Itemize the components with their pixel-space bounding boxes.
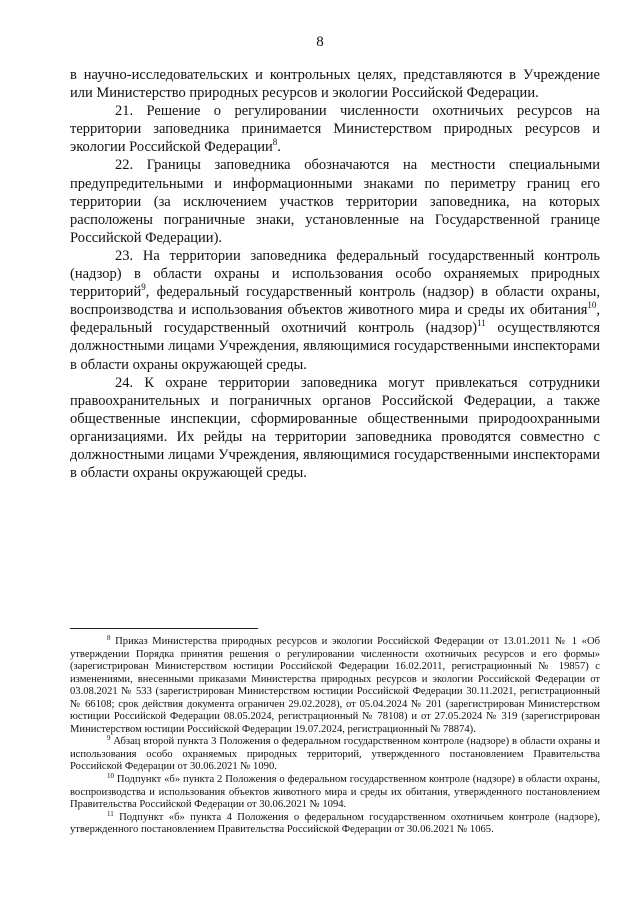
footnote-8	[70, 636, 600, 736]
paragraph-22: 22. Границы заповедника обозначаются на местности специальными предупредительными и информационными знаками по периметру границ его территории (за исключением участков территории заповедника, на которых расположены пограничные знаки, установленные на Государственной границе Российской Федерации).	[70, 157, 600, 246]
footnote-number: 11	[107, 809, 114, 818]
paragraph-24: 24. К охране территории заповедника могут привлекаться сотрудники правоохранительных и пограничных органов Российской Федерации, а также общественные инспекции, сформированные общественными природоохранными организациями. Их рейды на территории заповедника проводятся совместно с должностными лицами Учреждения, являющимися государственными инспекторами в области охраны окружающей среды.	[70, 374, 600, 482]
footnote-9	[70, 736, 600, 774]
footnotes	[70, 636, 600, 837]
footnote-ref-8[interactable]: 8	[272, 137, 278, 148]
footnote-text: Подпункт «б» пункта 2 Положения о федеральном государственном контроле (надзоре) в области охраны, воспроизводства и использования объектов животного мира и среды их обитания, утвержденного постановлением Правительства Российской Федерации от 30.06.2021 № 1094.	[70, 774, 600, 811]
document-body	[70, 66, 600, 482]
footnote-number: 9	[107, 734, 111, 743]
footnote-separator	[70, 628, 258, 629]
paragraph-23	[70, 247, 600, 374]
footnote-text: Подпункт «б» пункта 4 Положения о федеральном государственном охотничьем контроле (надзоре), утвержденного постановлением Правительства Российской Федерации от 30.06.2021 № 1065.	[70, 811, 600, 836]
footnote-number: 8	[107, 634, 111, 642]
footnote-11	[70, 809, 600, 837]
footnote-ref-9[interactable]: 9	[141, 282, 146, 293]
paragraph-23-text-4: осуществляются должностными лицами Учреждения, являющимися государственными инспекторами в области охраны окружающей среды.	[70, 320, 600, 373]
paragraph-21	[70, 102, 600, 156]
paragraph-23-text-3: , федеральный государственный охотничий контроль (надзор)	[70, 302, 600, 337]
footnote-number: 10	[107, 772, 114, 781]
footnote-ref-10[interactable]: 10	[587, 300, 597, 311]
paragraph-21-end: .	[277, 139, 281, 156]
paragraph-23-text-1: 23. На территории заповедника федеральный государственный контроль (надзор) в области охраны и использования особо охраняемых природных территорий	[70, 247, 600, 301]
footnote-text: Абзац второй пункта 3 Положения о федеральном государственном контроле (надзоре) в области охраны и использования особо охраняемых природных территорий, утвержденного постановлением Правительства Российской Федерации от 30.06.2021 № 1090.	[70, 736, 600, 773]
page-number: 8	[316, 34, 324, 50]
footnote-ref-11[interactable]: 11	[477, 318, 486, 329]
paragraph-continuation: в научно-исследовательских и контрольных целях, представляются в Учреждение или Министерство природных ресурсов и экологии Российской Федерации.	[70, 67, 600, 102]
paragraph-21-text: 21. Решение о регулировании численности охотничьих ресурсов на территории заповедника принимается Министерством природных ресурсов и экологии Российской Федерации	[70, 103, 600, 156]
paragraph-23-text-2: , федеральный государственный контроль (надзор) в области охраны, воспроизводства и использования объектов животного мира и среды их обитания	[70, 284, 600, 319]
footnote-10	[70, 774, 600, 812]
footnote-text: Приказ Министерства природных ресурсов и экологии Российской Федерации от 13.01.2011 № 1 «Об утверждении Порядка принятия решения о регулировании численности охотничьих ресурсов и его формы» (зарегистрирован Министерством юстиции Российской Федерации 16.02.2011, регистрационный № 19857) с изменениями, внесенными приказами Министерства природных ресурсов и экологии Российской Федерации от 03.08.2021 № 533 (зарегистрирован Министерством юстиции Российской Федерации 30.11.2021, регистрационный № 66108; срок действия документа ограничен 29.02.2028), от 05.04.2024 № 201 (зарегистрирован Министерством юстиции Российской Федерации 08.05.2024, регистрационный № 78108) и от 27.05.2024 № 319 (зарегистрирован Министерством юстиции Российской Федерации 19.07.2024, регистрационный № 78874).	[70, 636, 600, 735]
